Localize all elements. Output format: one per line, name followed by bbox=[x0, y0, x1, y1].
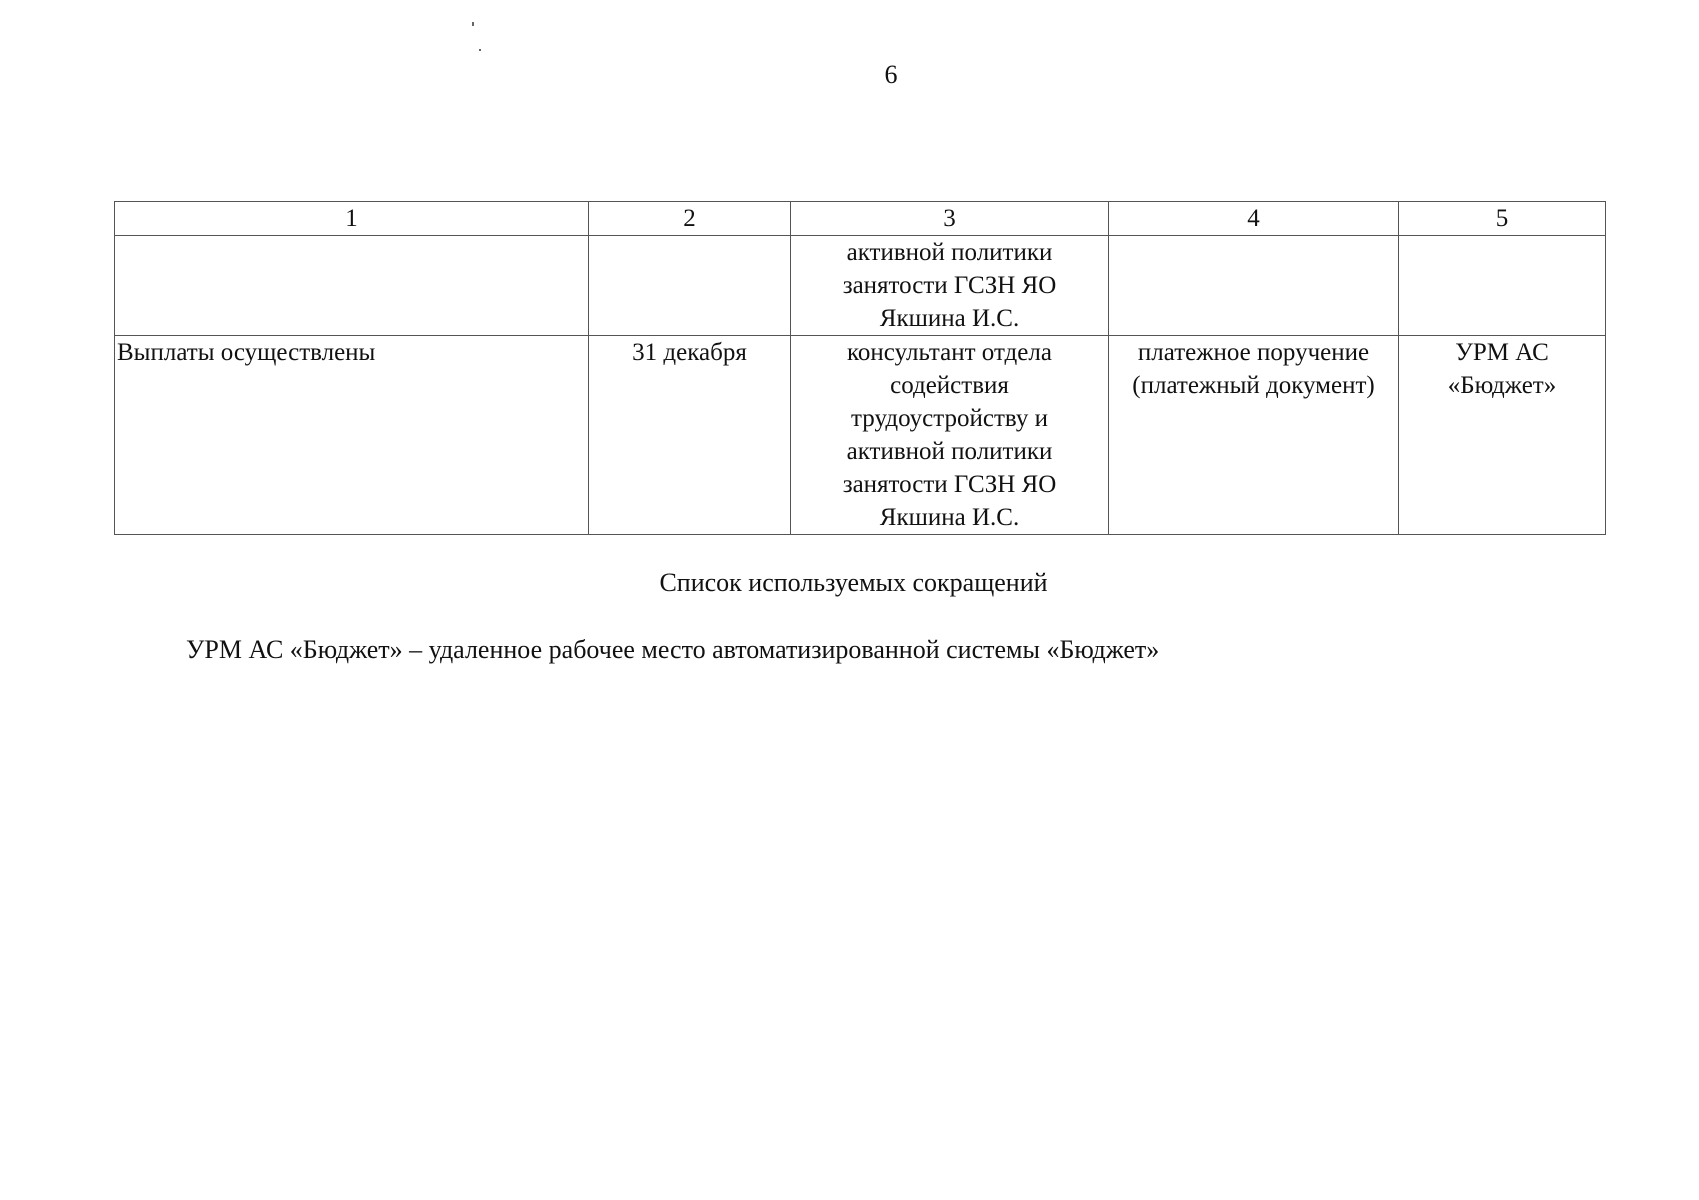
page-number: 6 bbox=[884, 60, 898, 89]
table-cell bbox=[1109, 236, 1399, 336]
table-cell bbox=[791, 336, 1109, 535]
table-cell bbox=[1399, 236, 1606, 336]
table-cell bbox=[115, 236, 589, 336]
column-number: 5 bbox=[1399, 202, 1606, 236]
table-row bbox=[115, 336, 1606, 535]
table-cell bbox=[791, 236, 1109, 336]
table-cell bbox=[1399, 336, 1606, 535]
table-row bbox=[115, 236, 1606, 336]
abbreviations-title: Список используемых сокращений bbox=[659, 568, 1048, 597]
schedule-table bbox=[114, 201, 1606, 535]
table-cell: 31 декабря bbox=[589, 336, 791, 535]
system-text: УРМ АС «Бюджет» bbox=[1447, 339, 1557, 399]
column-number: 2 bbox=[589, 202, 791, 236]
table-header-row bbox=[115, 202, 1606, 236]
table-cell bbox=[589, 236, 791, 336]
scan-speck bbox=[472, 22, 474, 26]
responsible-text: консультант отдела содействия трудоустройству и активной политики занятости ГСЗН ЯО Якшина И.С. bbox=[842, 339, 1057, 531]
column-number: 4 bbox=[1109, 202, 1399, 236]
responsible-text: активной политики занятости ГСЗН ЯО Якшина И.С. bbox=[842, 239, 1057, 332]
scan-speck bbox=[479, 49, 481, 51]
column-number: 1 bbox=[115, 202, 589, 236]
column-number: 3 bbox=[791, 202, 1109, 236]
abbreviation-item: УРМ АС «Бюджет» – удаленное рабочее место автоматизированной системы «Бюджет» bbox=[186, 635, 1160, 664]
table-cell: Выплаты осуществлены bbox=[115, 336, 589, 535]
table-cell: платежное поручение (платежный документ) bbox=[1109, 336, 1399, 535]
